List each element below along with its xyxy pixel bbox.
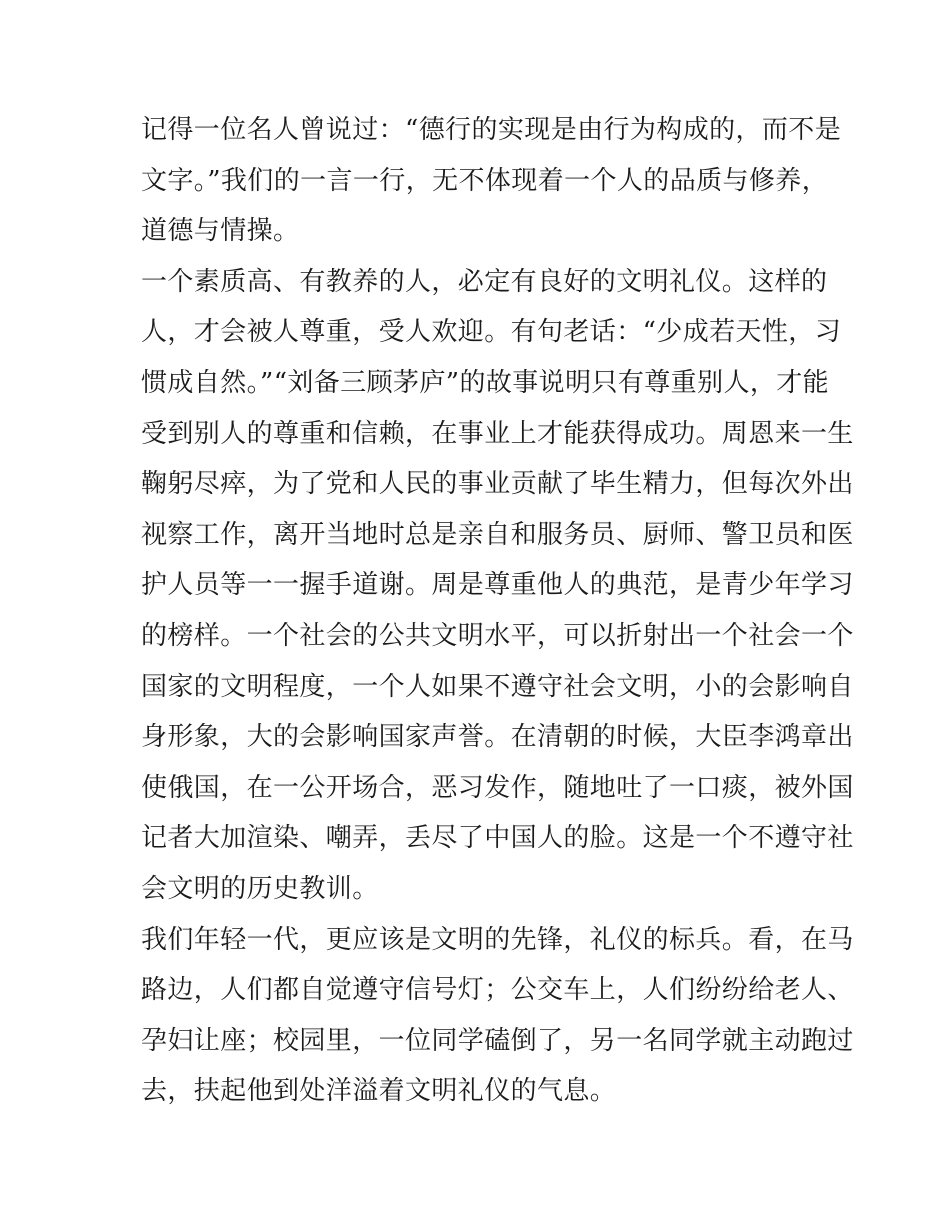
text-line: 文字。”我们的一言一行，无不体现着一个人的品质与修养， — [141, 165, 829, 196]
text-line: 人，才会被人尊重，受人欢迎。有句老话：“少成若天性，习 — [141, 317, 842, 348]
paragraph-examples — [141, 257, 854, 915]
text-line: 身形象，大的会影响国家声誉。在清朝的时候，大臣李鸿章出 — [141, 722, 854, 753]
text-line: 护人员等一一握手道谢。周是尊重他人的典范，是青少年学习 — [141, 570, 854, 601]
text-line: 记者大加渲染、嘲弄，丢尽了中国人的脸。这是一个不遵守社 — [141, 823, 854, 854]
text-line: 我们年轻一代，更应该是文明的先锋，礼仪的标兵。看，在马 — [141, 924, 854, 955]
text-line: 路边，人们都自觉遵守信号灯；公交车上，人们纷纷给老人、 — [141, 975, 854, 1006]
paragraph-quote — [141, 105, 842, 257]
text-line: 孕妇让座；校园里，一位同学磕倒了，另一名同学就主动跑过 — [141, 1025, 854, 1056]
text-line: 受到别人的尊重和信赖，在事业上才能获得成功。周恩来一生 — [141, 418, 854, 449]
text-line: 会文明的历史教训。 — [141, 873, 379, 904]
text-line: 去，扶起他到处洋溢着文明礼仪的气息。 — [141, 1076, 617, 1107]
text-line: 使俄国，在一公开场合，恶习发作，随地吐了一口痰，被外国 — [141, 772, 854, 803]
text-line: 国家的文明程度，一个人如果不遵守社会文明，小的会影响自 — [141, 671, 854, 702]
text-line: 记得一位名人曾说过：“德行的实现是由行为构成的，而不是 — [141, 115, 842, 145]
text-line: 惯成自然。”“刘备三顾茅庐”的故事说明只有尊重别人，才能 — [141, 367, 830, 398]
text-line: 鞠躬尽瘁，为了党和人民的事业贡献了毕生精力，但每次外出 — [141, 469, 854, 500]
text-line: 一个素质高、有教养的人，必定有良好的文明礼仪。这样的 — [141, 266, 828, 297]
document-body — [141, 105, 854, 1117]
text-line: 视察工作，离开当地时总是亲自和服务员、厨师、警卫员和医 — [141, 519, 854, 550]
text-line: 道德与情操。 — [141, 216, 300, 247]
paragraph-conclusion — [141, 915, 854, 1117]
text-line: 的榜样。一个社会的公共文明水平，可以折射出一个社会一个 — [141, 620, 854, 651]
